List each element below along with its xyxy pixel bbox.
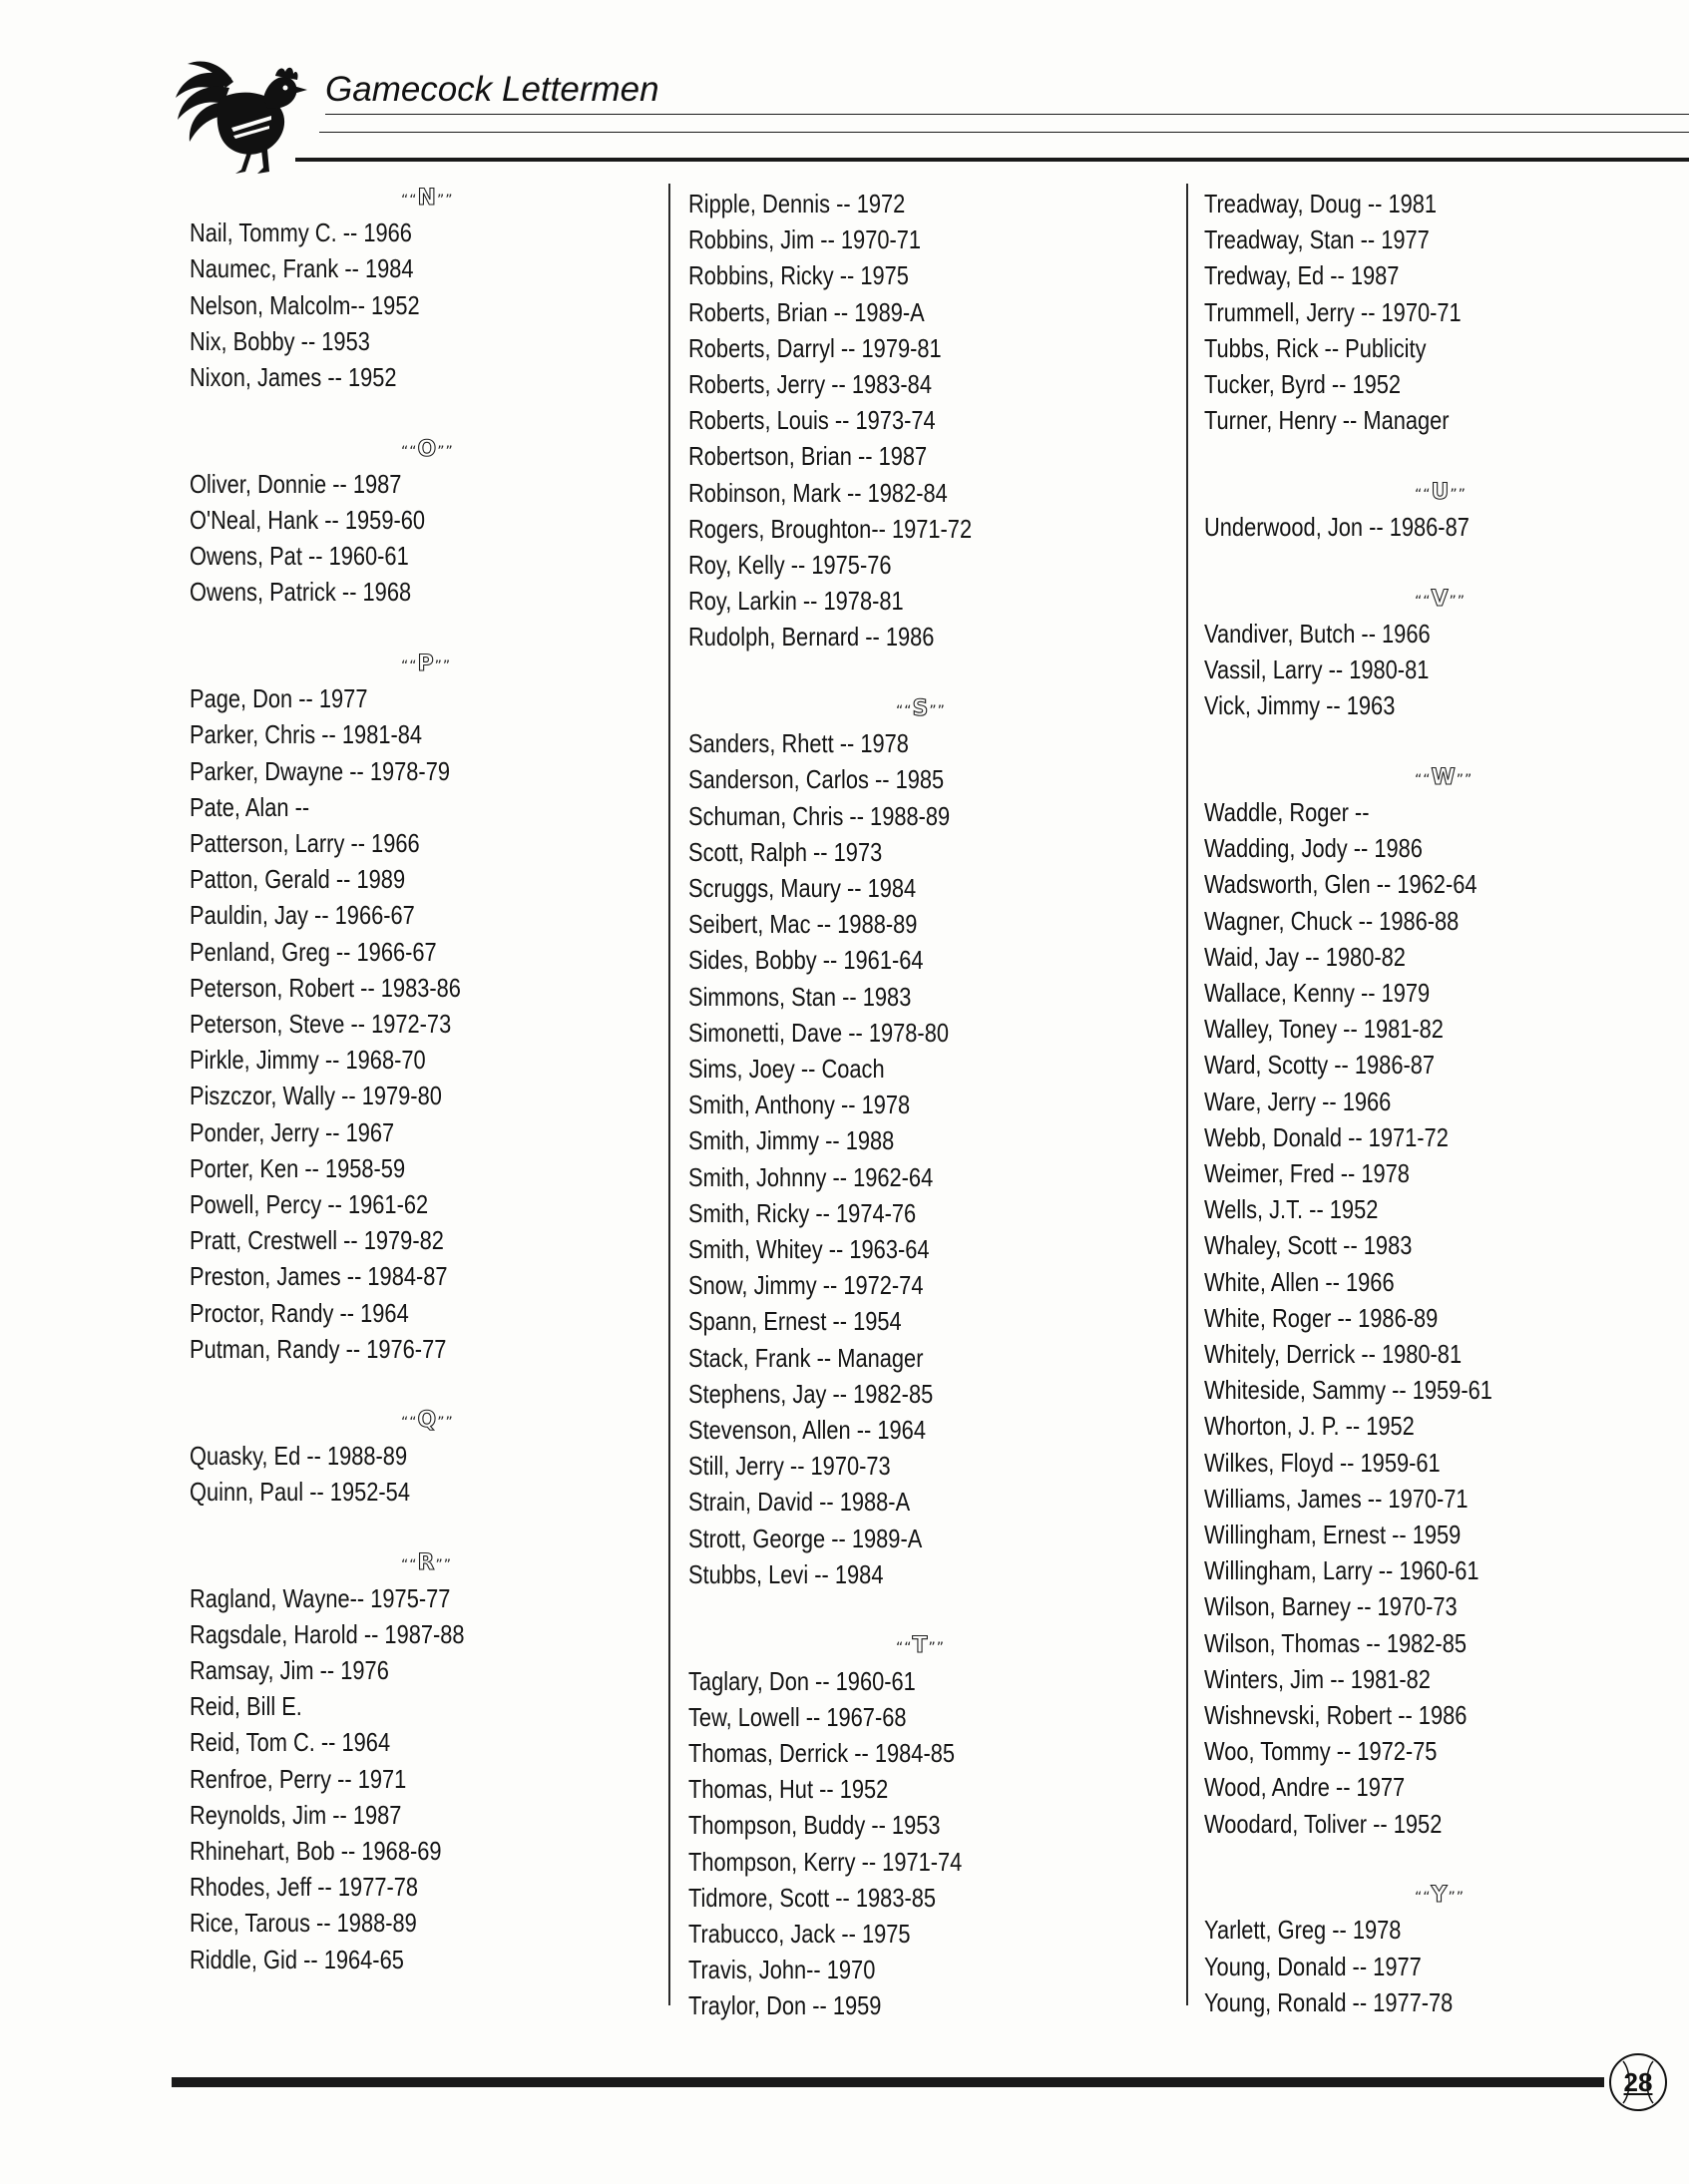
letterman-entry: Piszczor, Wally -- 1979-80 (190, 1081, 442, 1111)
letterman-entry: Smith, Ricky -- 1974-76 (688, 1197, 917, 1228)
letterman-entry: Thompson, Buddy -- 1953 (688, 1810, 941, 1841)
section-letter-glyph: V (1431, 586, 1450, 612)
letterman-entry: Scruggs, Maury -- 1984 (688, 872, 917, 903)
letter-quote-open: ““ (1415, 1890, 1432, 1907)
letterman-entry: Strain, David -- 1988-A (688, 1487, 911, 1518)
letterman-entry: Rhinehart, Bob -- 1968-69 (190, 1835, 442, 1866)
letterman-entry: Simmons, Stan -- 1983 (688, 981, 912, 1012)
letterman-entry: Wadsworth, Glen -- 1962-64 (1204, 869, 1478, 900)
letterman-entry: Snow, Jimmy -- 1972-74 (688, 1270, 924, 1301)
letterman-entry: Smith, Anthony -- 1978 (688, 1090, 911, 1120)
letterman-entry: Seibert, Mac -- 1988-89 (688, 909, 918, 940)
letterman-entry: Pauldin, Jay -- 1966-67 (190, 900, 415, 931)
section-letter-y (1415, 1883, 1465, 1908)
letterman-entry: Nixon, James -- 1952 (190, 362, 397, 392)
section-letter-n (401, 186, 453, 211)
letterman-entry: Reynolds, Jim -- 1987 (190, 1799, 402, 1830)
letter-quote-close: ”” (437, 443, 454, 460)
letterman-entry: Ponder, Jerry -- 1967 (190, 1116, 395, 1147)
letterman-entry: Ward, Scotty -- 1986-87 (1204, 1050, 1436, 1081)
letterman-entry: Williams, James -- 1970-71 (1204, 1483, 1469, 1514)
letterman-entry: Peterson, Steve -- 1972-73 (190, 1008, 452, 1039)
letterman-entry: Smith, Jimmy -- 1988 (688, 1125, 895, 1156)
letterman-entry: Willingham, Ernest -- 1959 (1204, 1519, 1462, 1549)
letterman-entry: Whitely, Derrick -- 1980-81 (1204, 1338, 1463, 1369)
section-letter-glyph: U (1431, 479, 1451, 505)
letter-quote-close: ”” (435, 1557, 452, 1574)
letter-quote-close: ”” (928, 1640, 946, 1657)
letter-quote-open: ““ (896, 1640, 913, 1657)
section-letter-r (401, 1550, 452, 1575)
baseball-page-badge-icon (1609, 2053, 1667, 2111)
letterman-entry: Pirkle, Jimmy -- 1968-70 (190, 1045, 426, 1076)
column-divider-2 (1186, 184, 1188, 2005)
letterman-entry: Patton, Gerald -- 1989 (190, 864, 406, 895)
letterman-entry: Putman, Randy -- 1976-77 (190, 1333, 447, 1364)
letterman-entry: Stevenson, Allen -- 1964 (688, 1414, 926, 1445)
section-letter-glyph: W (1431, 764, 1457, 790)
letterman-entry: Thompson, Kerry -- 1971-74 (688, 1846, 963, 1877)
letterman-entry: Robbins, Ricky -- 1975 (688, 260, 909, 291)
letterman-entry: Weimer, Fred -- 1978 (1204, 1157, 1410, 1188)
gamecock-logo-icon (172, 58, 311, 176)
letterman-entry: Thomas, Derrick -- 1984-85 (688, 1737, 956, 1768)
letterman-entry: Owens, Patrick -- 1968 (190, 577, 412, 608)
letterman-entry: Yarlett, Greg -- 1978 (1204, 1915, 1402, 1946)
letterman-entry: Wilkes, Floyd -- 1959-61 (1204, 1447, 1441, 1478)
letterman-entry: Wadding, Jody -- 1986 (1204, 833, 1423, 864)
letterman-entry: Simonetti, Dave -- 1978-80 (688, 1017, 950, 1048)
section-letter-glyph: Y (1431, 1883, 1449, 1909)
letterman-entry: Trummell, Jerry -- 1970-71 (1204, 296, 1462, 327)
header-rule-mid (319, 132, 1689, 133)
letterman-entry: Nail, Tommy C. -- 1966 (190, 218, 412, 248)
letterman-entry: Traylor, Don -- 1959 (688, 1990, 882, 2021)
letterman-entry: Treadway, Doug -- 1981 (1204, 189, 1438, 218)
letterman-entry: Vassil, Larry -- 1980-81 (1204, 654, 1430, 684)
letterman-entry: Wilson, Thomas -- 1982-85 (1204, 1627, 1467, 1658)
letterman-entry: Wood, Andre -- 1977 (1204, 1772, 1406, 1803)
section-letter-glyph: S (912, 695, 930, 721)
letterman-entry: Robertson, Brian -- 1987 (688, 441, 928, 472)
letterman-entry: Proctor, Randy -- 1964 (190, 1297, 409, 1328)
letterman-entry: White, Allen -- 1966 (1204, 1266, 1395, 1297)
letterman-entry: Woo, Tommy -- 1972-75 (1204, 1736, 1438, 1767)
letterman-entry: Nix, Bobby -- 1953 (190, 325, 370, 356)
letter-quote-close: ”” (1448, 1890, 1465, 1907)
letterman-entry: Smith, Whitey -- 1963-64 (688, 1233, 930, 1264)
letterman-entry: Sides, Bobby -- 1961-64 (688, 945, 924, 976)
letterman-entry: White, Roger -- 1986-89 (1204, 1302, 1439, 1333)
letterman-entry: Tew, Lowell -- 1967-68 (688, 1701, 907, 1732)
section-letter-w (1415, 765, 1473, 790)
letterman-entry: Robinson, Mark -- 1982-84 (688, 477, 948, 508)
letterman-entry: Whiteside, Sammy -- 1959-61 (1204, 1375, 1492, 1406)
letter-quote-close: ”” (437, 1415, 454, 1432)
letterman-entry: Trabucco, Jack -- 1975 (688, 1918, 911, 1949)
letter-quote-open: ““ (401, 443, 418, 460)
letterman-entry: Peterson, Robert -- 1983-86 (190, 972, 461, 1003)
letterman-entry: Tredway, Ed -- 1987 (1204, 260, 1400, 291)
header-rule-top (325, 114, 1689, 115)
letterman-entry: Webb, Donald -- 1971-72 (1204, 1121, 1449, 1152)
letter-quote-open: ““ (401, 657, 418, 674)
letter-quote-open: ““ (896, 702, 913, 719)
letterman-entry: Robbins, Jim -- 1970-71 (688, 224, 922, 255)
letterman-entry: Page, Don -- 1977 (190, 683, 368, 714)
letterman-entry: Treadway, Stan -- 1977 (1204, 224, 1430, 255)
section-letter-t (896, 1633, 945, 1658)
letterman-entry: Riddle, Gid -- 1964-65 (190, 1944, 404, 1974)
letterman-entry: Rudolph, Bernard -- 1986 (688, 622, 935, 653)
letterman-entry: Reid, Bill E. (190, 1691, 302, 1722)
letterman-entry: Rogers, Broughton-- 1971-72 (688, 513, 973, 544)
section-letter-v (1415, 587, 1466, 612)
section-letter-u (1415, 480, 1467, 505)
letterman-entry: Roberts, Jerry -- 1983-84 (688, 369, 932, 399)
letter-quote-open: ““ (401, 1557, 418, 1574)
header-rule-bottom (295, 158, 1689, 162)
letterman-entry: Roberts, Darryl -- 1979-81 (688, 332, 942, 363)
letter-quote-open: ““ (401, 1415, 418, 1432)
section-letter-p (401, 652, 451, 676)
letterman-entry: Pratt, Crestwell -- 1979-82 (190, 1225, 444, 1256)
letterman-entry: Penland, Greg -- 1966-67 (190, 936, 437, 967)
letterman-entry: Willingham, Larry -- 1960-61 (1204, 1555, 1479, 1586)
letterman-entry: Sanderson, Carlos -- 1985 (688, 764, 945, 795)
letterman-entry: Powell, Percy -- 1961-62 (190, 1188, 429, 1219)
letterman-entry: Renfroe, Perry -- 1971 (190, 1763, 407, 1794)
letterman-entry: Winters, Jim -- 1981-82 (1204, 1663, 1431, 1694)
letterman-entry: Taglary, Don -- 1960-61 (688, 1665, 916, 1696)
letter-quote-open: ““ (1415, 486, 1432, 503)
letterman-entry: Oliver, Donnie -- 1987 (190, 468, 402, 499)
letterman-entry: Wallace, Kenny -- 1979 (1204, 977, 1431, 1008)
letterman-entry: Young, Ronald -- 1977-78 (1204, 1986, 1454, 2017)
letterman-entry: Patterson, Larry -- 1966 (190, 827, 420, 858)
section-letter-glyph: T (912, 1633, 929, 1659)
letter-quote-close: ”” (434, 657, 452, 674)
letterman-entry: Sanders, Rhett -- 1978 (688, 728, 909, 759)
letterman-entry: Naumec, Frank -- 1984 (190, 253, 414, 284)
letterman-entry: Nelson, Malcolm-- 1952 (190, 289, 420, 320)
letterman-entry: Young, Donald -- 1977 (1204, 1951, 1422, 1981)
letterman-entry: Wilson, Barney -- 1970-73 (1204, 1591, 1458, 1622)
letterman-entry: Quinn, Paul -- 1952-54 (190, 1476, 410, 1507)
letterman-entry: Wells, J.T. -- 1952 (1204, 1194, 1379, 1225)
letterman-entry: Stephens, Jay -- 1982-85 (688, 1378, 934, 1409)
letterman-entry: Wagner, Chuck -- 1986-88 (1204, 905, 1460, 936)
section-letter-glyph: Q (417, 1408, 438, 1434)
letterman-entry: Waddle, Roger -- (1204, 796, 1370, 827)
letterman-entry: Waid, Jay -- 1980-82 (1204, 941, 1406, 972)
letterman-entry: Scott, Ralph -- 1973 (688, 836, 883, 867)
letterman-entry: Pate, Alan -- (190, 791, 310, 822)
section-letter-s (896, 696, 946, 721)
letter-quote-open: ““ (401, 193, 418, 209)
letterman-entry: Schuman, Chris -- 1988-89 (688, 800, 951, 831)
letterman-entry: Tidmore, Scott -- 1983-85 (688, 1882, 937, 1913)
section-letter-glyph: P (417, 651, 435, 676)
letterman-entry: Ware, Jerry -- 1966 (1204, 1086, 1392, 1116)
letterman-entry: Stack, Frank -- Manager (688, 1342, 924, 1373)
letterman-entry: Thomas, Hut -- 1952 (688, 1774, 889, 1805)
letter-quote-close: ”” (1456, 771, 1474, 788)
footer-rule (172, 2077, 1604, 2087)
letterman-entry: Wishnevski, Robert -- 1986 (1204, 1699, 1468, 1730)
letterman-entry: Whorton, J. P. -- 1952 (1204, 1411, 1415, 1442)
letterman-entry: Rhodes, Jeff -- 1977-78 (190, 1872, 419, 1903)
column-divider-1 (668, 184, 670, 2005)
letterman-entry: Rice, Tarous -- 1988-89 (190, 1908, 417, 1939)
letterman-entry: Sims, Joey -- Coach (688, 1053, 885, 1084)
letterman-entry: Turner, Henry -- Manager (1204, 405, 1450, 436)
letterman-entry: Parker, Dwayne -- 1978-79 (190, 755, 451, 786)
letterman-entry: Roberts, Brian -- 1989-A (688, 296, 925, 327)
letterman-entry: Preston, James -- 1984-87 (190, 1261, 448, 1292)
letterman-entry: Tucker, Byrd -- 1952 (1204, 369, 1402, 399)
letterman-entry: Owens, Pat -- 1960-61 (190, 541, 409, 572)
section-letter-glyph: R (417, 1550, 436, 1576)
letterman-entry: Vandiver, Butch -- 1966 (1204, 618, 1431, 649)
letterman-entry: Porter, Ken -- 1958-59 (190, 1152, 406, 1183)
letterman-entry: Whaley, Scott -- 1983 (1204, 1230, 1413, 1261)
letter-quote-close: ”” (1449, 593, 1467, 610)
letterman-entry: O'Neal, Hank -- 1959-60 (190, 504, 426, 535)
letter-quote-close: ”” (436, 193, 454, 209)
letterman-entry: Woodard, Toliver -- 1952 (1204, 1808, 1443, 1839)
letter-quote-open: ““ (1415, 593, 1432, 610)
section-letter-glyph: N (417, 186, 437, 211)
letterman-entry: Spann, Ernest -- 1954 (688, 1306, 902, 1337)
letterman-entry: Ripple, Dennis -- 1972 (688, 189, 906, 218)
letter-quote-open: ““ (1415, 771, 1432, 788)
letter-quote-close: ”” (929, 702, 946, 719)
letterman-entry: Stubbs, Levi -- 1984 (688, 1558, 884, 1589)
letterman-entry: Smith, Johnny -- 1962-64 (688, 1161, 934, 1192)
letterman-entry: Underwood, Jon -- 1986-87 (1204, 511, 1470, 542)
section-letter-q (401, 1408, 454, 1433)
letterman-entry: Roberts, Louis -- 1973-74 (688, 405, 936, 436)
letterman-entry: Quasky, Ed -- 1988-89 (190, 1440, 408, 1471)
letterman-entry: Reid, Tom C. -- 1964 (190, 1727, 391, 1758)
letterman-entry: Ragland, Wayne-- 1975-77 (190, 1582, 451, 1613)
letterman-entry: Tubbs, Rick -- Publicity (1204, 332, 1427, 363)
letterman-entry: Roy, Larkin -- 1978-81 (688, 586, 904, 617)
letterman-entry: Walley, Toney -- 1981-82 (1204, 1014, 1444, 1045)
section-letter-o (401, 437, 454, 462)
letterman-entry: Travis, John-- 1970 (688, 1955, 876, 1985)
letterman-entry: Roy, Kelly -- 1975-76 (688, 550, 892, 580)
page-number: 28 (1623, 2067, 1653, 2097)
letterman-entry: Vick, Jimmy -- 1963 (1204, 690, 1396, 721)
letterman-entry: Parker, Chris -- 1981-84 (190, 719, 423, 750)
page-title: Gamecock Lettermen (325, 70, 659, 109)
letterman-entry: Ramsay, Jim -- 1976 (190, 1654, 389, 1685)
letter-quote-close: ”” (1450, 486, 1467, 503)
letterman-entry: Still, Jerry -- 1970-73 (688, 1451, 891, 1482)
section-letter-glyph: O (417, 436, 438, 462)
letterman-entry: Strott, George -- 1989-A (688, 1523, 923, 1553)
letterman-entry: Ragsdale, Harold -- 1987-88 (190, 1618, 465, 1649)
